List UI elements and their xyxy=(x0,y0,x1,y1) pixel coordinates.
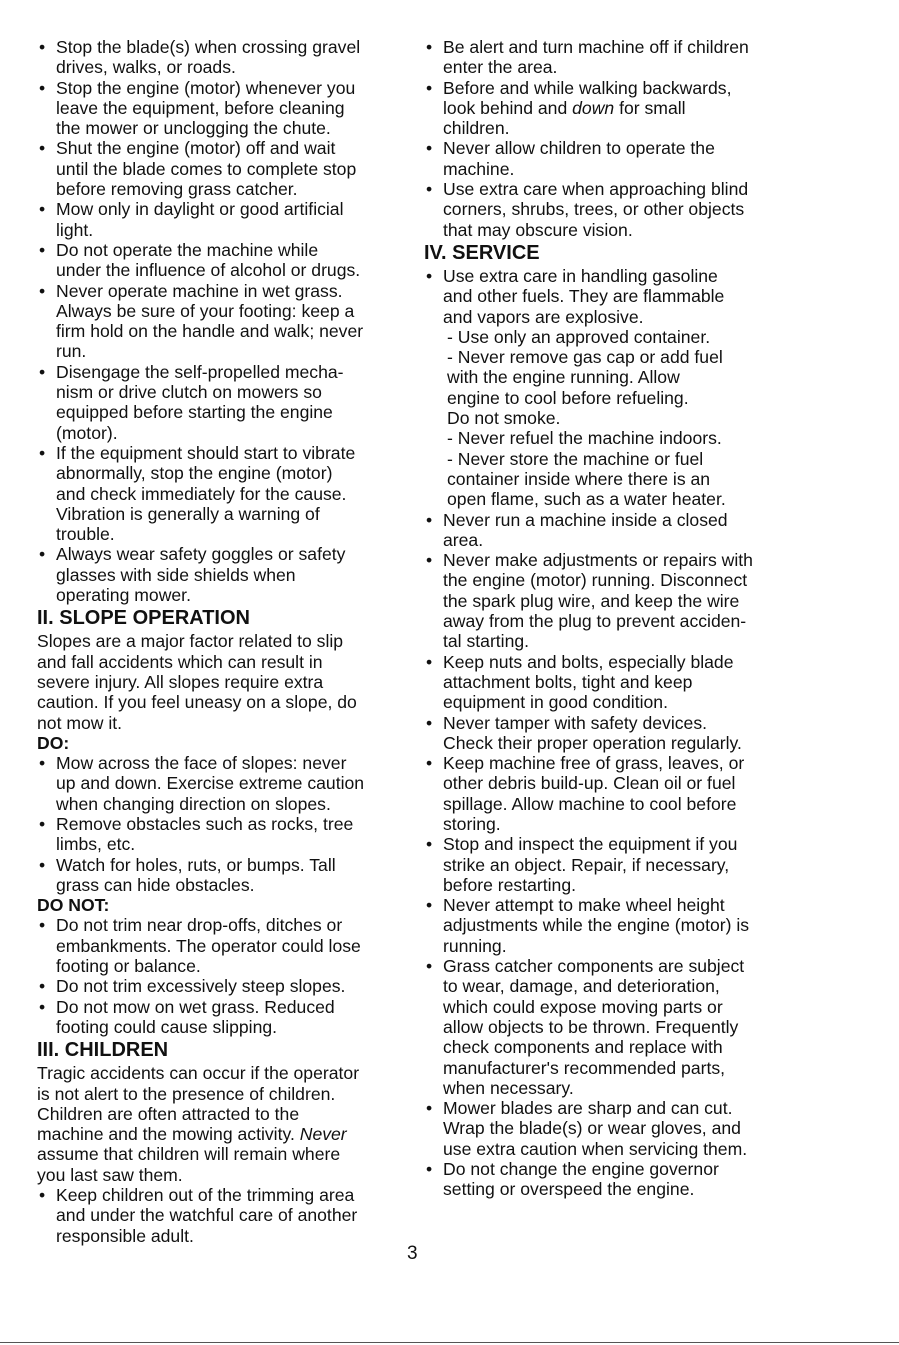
list-item: • Watch for holes, ruts, or bumps. Tall grass can hide obstacles. xyxy=(37,855,407,896)
list-item xyxy=(424,78,796,139)
dash-item: - Use only an approved container. xyxy=(447,326,711,347)
list-item: • Do not operate the machine while under the influence of alcohol or drugs. xyxy=(37,240,407,281)
list-item: • Never tamper with safety devices. Check their proper operation regularly. xyxy=(424,713,796,754)
right-column xyxy=(424,37,796,1200)
dash-item: - Never remove gas cap or add fuel with the engine running. Allow engine to cool before refueling. Do not smoke. xyxy=(447,347,723,429)
dash-item: - Never store the machine or fuel container inside where there is an open flame, such as a water heater. xyxy=(447,448,726,510)
list-item: • Use extra care when approaching blind corners, shrubs, trees, or other objects that may obscure vision. xyxy=(424,179,796,240)
list-item: • Grass catcher components are subject to wear, damage, and deterioration, which could expose moving parts or allow objects to be thrown. Frequently check components and replace with manufacturer's recommended parts, when necessary. xyxy=(424,956,796,1098)
children-intro-text-end: assume that children will remain where you last saw them. xyxy=(37,1144,341,1185)
list-item-emphasis: down xyxy=(572,97,615,118)
fuel-dash-list xyxy=(424,327,796,510)
list-item: • Never allow children to operate the machine. xyxy=(424,138,796,179)
do-not-list xyxy=(37,915,407,1037)
bottom-divider xyxy=(0,1342,899,1343)
list-item-text-end: for small children. xyxy=(443,97,686,139)
do-list xyxy=(37,753,407,895)
list-item: • Always wear safety goggles or safety glasses with side shields when operating mower. xyxy=(37,544,407,605)
list-item: • Never run a machine inside a closed area. xyxy=(424,510,796,551)
left-column xyxy=(37,37,407,1246)
list-item: • Be alert and turn machine off if children enter the area. xyxy=(424,37,796,78)
list-item: • Remove obstacles such as rocks, tree limbs, etc. xyxy=(37,814,407,855)
list-item: • Disengage the self-propelled mecha- nism or drive clutch on mowers so equipped before starting the engine (motor). xyxy=(37,362,407,443)
dash-item: - Never refuel the machine indoors. xyxy=(447,428,722,449)
list-item: • If the equipment should start to vibrate abnormally, stop the engine (motor) and check immediately for the cause. Vibration is generally a warning of trouble. xyxy=(37,443,407,544)
list-item: • Do not trim excessively steep slopes. xyxy=(37,976,407,996)
list-item: • Do not trim near drop-offs, ditches or embankments. The operator could lose footing or balance. xyxy=(37,915,407,976)
list-item: • Use extra care in handling gasoline and other fuels. They are flammable and vapors are explosive. xyxy=(424,266,796,327)
list-item: • Keep nuts and bolts, especially blade attachment bolts, tight and keep equipment in good condition. xyxy=(424,652,796,713)
list-item: • Mow only in daylight or good artificial light. xyxy=(37,199,407,240)
list-item: • Mower blades are sharp and can cut. Wrap the blade(s) or wear gloves, and use extra caution when servicing them. xyxy=(424,1098,796,1159)
list-item: • Keep machine free of grass, leaves, or other debris build-up. Clean oil or fuel spillage. Allow machine to cool before storing. xyxy=(424,753,796,834)
list-item: • Do not mow on wet grass. Reduced footing could cause slipping. xyxy=(37,997,407,1038)
list-item: • Shut the engine (motor) off and wait until the blade comes to complete stop before removing grass catcher. xyxy=(37,138,407,199)
list-item: • Keep children out of the trimming area and under the watchful care of another responsible adult. xyxy=(37,1185,407,1246)
list-item: • Never operate machine in wet grass. Always be sure of your footing: keep a firm hold on the handle and walk; never run. xyxy=(37,281,407,362)
children-intro-paragraph xyxy=(37,1063,407,1185)
children-intro-text: Tragic accidents can occur if the operator is not alert to the presence of children. Children are often attracted to the machine and the mowing activity. xyxy=(37,1063,360,1145)
list-item: • Stop and inspect the equipment if you strike an object. Repair, if necessary, before restarting. xyxy=(424,834,796,895)
list-item: • Do not change the engine governor setting or overspeed the engine. xyxy=(424,1159,796,1200)
do-label: DO: xyxy=(37,732,70,753)
children-heading: III. CHILDREN xyxy=(37,1039,169,1062)
list-item: • Never attempt to make wheel height adjustments while the engine (motor) is running. xyxy=(424,895,796,956)
safety-bullet-list xyxy=(37,37,407,605)
page-number: 3 xyxy=(407,1243,418,1264)
list-item-text: Before and while walking backwards, look behind and xyxy=(443,77,732,118)
slope-operation-heading: II. SLOPE OPERATION xyxy=(37,607,250,630)
children-bullet-list xyxy=(424,37,796,240)
list-item: • Never make adjustments or repairs with the engine (motor) running. Disconnect the spark plug wire, and keep the wire away from the plug to prevent acciden- tal starting. xyxy=(424,550,796,651)
list-item: • Stop the blade(s) when crossing gravel drives, walks, or roads. xyxy=(37,37,407,78)
list-item: • Mow across the face of slopes: never up and down. Exercise extreme caution when changing direction on slopes. xyxy=(37,753,407,814)
children-intro-emphasis: Never xyxy=(299,1124,347,1145)
list-item: • Stop the engine (motor) whenever you leave the equipment, before cleaning the mower or unclogging the chute. xyxy=(37,78,407,139)
slope-intro-paragraph: Slopes are a major factor related to slip and fall accidents which can result in severe injury. All slopes require extra caution. If you feel uneasy on a slope, do not mow it. xyxy=(37,631,357,733)
do-not-label: DO NOT: xyxy=(37,895,110,916)
service-bullet-list xyxy=(424,510,796,1200)
service-heading: IV. SERVICE xyxy=(424,241,540,264)
